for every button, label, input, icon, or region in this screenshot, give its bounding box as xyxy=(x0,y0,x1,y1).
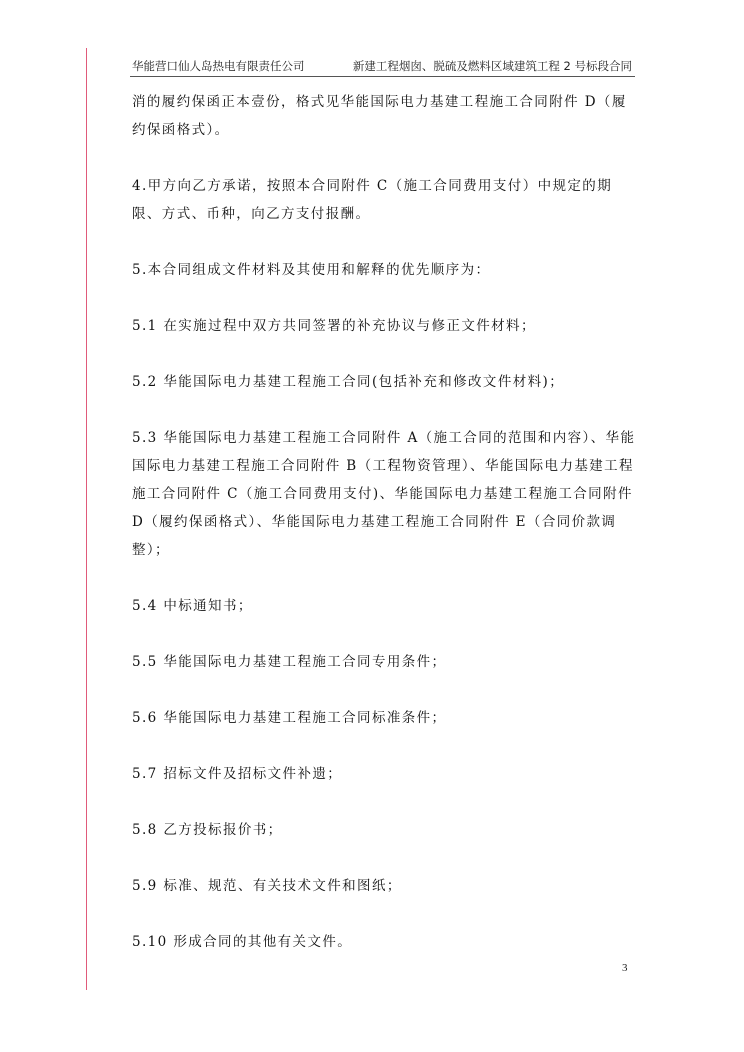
clause-5-4: 5.4 中标通知书； xyxy=(132,598,253,614)
page-header xyxy=(132,58,632,74)
document-body xyxy=(132,88,636,984)
left-margin-tick xyxy=(86,957,87,975)
page-number: 3 xyxy=(622,962,628,974)
clause-5-3: 5.3 华能国际电力基建工程施工合同附件 A（施工合同的范围和内容）、华能国际电力基建工程施工合同附件 B（工程物资管理）、华能国际电力基建工程施工合同附件 C（施工合同费用支付)、华能国际电力基建工程施工合同附件 D（履约保函格式）、华能国际电力基建工程施工合同附件 E（合同价款调整）； xyxy=(132,430,636,558)
clause-5-9: 5.9 标准、规范、有关技术文件和图纸； xyxy=(132,878,402,894)
clause-5-6: 5.6 华能国际电力基建工程施工合同标准条件； xyxy=(132,710,447,726)
clause-5-7: 5.7 招标文件及招标文件补遗； xyxy=(132,766,343,782)
header-company: 华能营口仙人岛热电有限责任公司 xyxy=(132,59,305,73)
paragraph-guarantee: 消的履约保函正本壹份，格式见华能国际电力基建工程施工合同附件 D（履约保函格式）。 xyxy=(132,94,627,138)
left-margin-line xyxy=(86,48,87,990)
header-contract-title: 新建工程烟囱、脱硫及燃料区域建筑工程 2 号标段合同 xyxy=(352,59,632,73)
clause-5: 5.本合同组成文件材料及其使用和解释的优先顺序为： xyxy=(132,262,491,278)
clause-4: 4.甲方向乙方承诺，按照本合同附件 C（施工合同费用支付）中规定的期限、方式、币种，向乙方支付报酬。 xyxy=(132,178,613,222)
clause-5-2: 5.2 华能国际电力基建工程施工合同(包括补充和修改文件材料)； xyxy=(132,374,565,390)
clause-5-1: 5.1 在实施过程中双方共同签署的补充协议与修正文件材料； xyxy=(132,318,536,334)
clause-5-5: 5.5 华能国际电力基建工程施工合同专用条件； xyxy=(132,654,447,670)
clause-5-10: 5.10 形成合同的其他有关文件。 xyxy=(132,934,353,950)
clause-5-8: 5.8 乙方投标报价书； xyxy=(132,822,283,838)
header-rule xyxy=(130,76,635,77)
